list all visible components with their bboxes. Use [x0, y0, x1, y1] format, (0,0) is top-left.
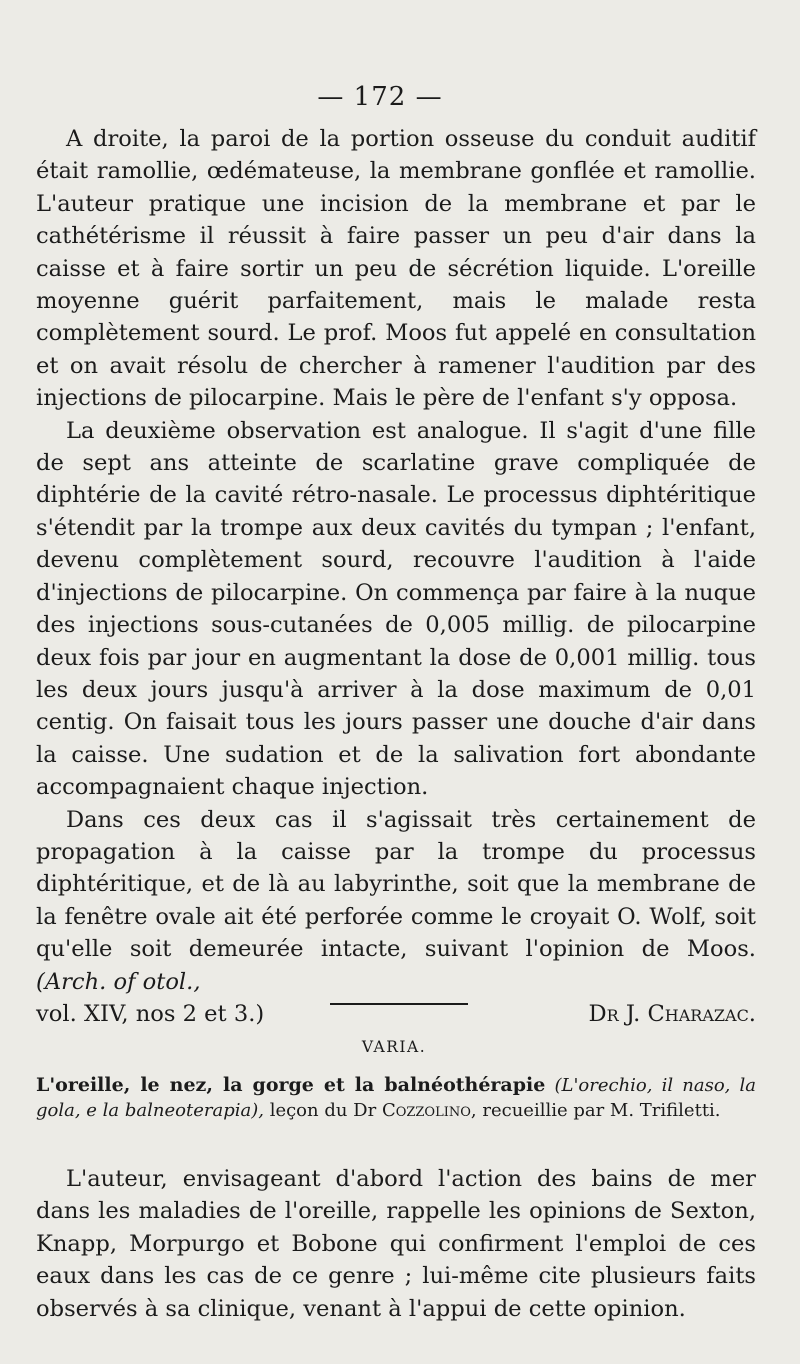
article-author: Dr J. Charazac. — [588, 1000, 756, 1027]
section-title: VARIA. — [361, 1038, 427, 1056]
main-text — [36, 123, 756, 1030]
entry-lecture-text: leçon du Dr — [269, 1100, 377, 1121]
paragraph-3 — [36, 804, 756, 998]
paragraph-3-text: Dans ces deux cas il s'agissait très certainement de propagation à la caisse par la trompe du processus diphtéritique, et de là au labyrinthe, soit que la membrane de la fenêtre ovale ait été perforée comme le croyait O. Wolf, soit qu'elle soit demeurée intacte, suivant l'opinion de Moos. — [36, 806, 756, 963]
citation-source: (Arch. of otol., — [36, 968, 201, 995]
page-number: — 172 — — [317, 82, 443, 112]
entry-paragraph: L'auteur, envisageant d'abord l'action des bains de mer dans les maladies de l'oreille, rappelle les opinions de Sexton, Knapp, Morpurgo et Bobone qui confirment l'emploi de ces eaux dans les cas de ce genre ; lui-même cite plusieurs faits observés à sa clinique, venant à l'appui de cette opinion. — [36, 1166, 756, 1322]
entry-lecturer: Cozzolino, — [381, 1100, 477, 1121]
section-divider — [330, 1003, 468, 1005]
paragraph-2: La deuxième observation est analogue. Il s'agit d'une fille de sept ans atteinte de scarlatine grave compliquée de diphtérie de la cavité rétro-nasale. Le processus diphtéritique s'étendit par la trompe aux deux cavités du tympan ; l'enfant, devenu complètement sourd, recouvre l'audition à l'aide d'injections de pilocarpine. On commença par faire à la nuque des injections sous-cutanées de 0,005 millig. de pilocarpine deux fois par jour en augmentant la dose de 0,001 millig. tous les deux jours jusqu'à arriver à la dose maximum de 0,01 centig. On faisait tous les jours passer une douche d'air dans la caisse. Une sudation et de la salivation fort abondante accompagnaient chaque injection. — [36, 417, 756, 801]
entry-text — [36, 1163, 756, 1325]
entry-collector: recueillie par M. Trifiletti. — [482, 1100, 721, 1121]
entry-heading — [36, 1073, 756, 1123]
paragraph-1: A droite, la paroi de la portion osseuse du conduit auditif était ramollie, œdémateuse, la membrane gonflée et ramollie. L'auteur pratique une incision de la membrane et par le cathétérisme il réussit à faire passer un peu d'air dans la caisse et à faire sortir un peu de sécrétion liquide. L'oreille moyenne guérit parfaitement, mais le malade resta complètement sourd. Le prof. Moos fut appelé en consultation et on avait résolu de chercher à ramener l'audition par des injections de pilocarpine. Mais le père de l'enfant s'y opposa. — [36, 126, 756, 412]
entry-title: L'oreille, le nez, la gorge et la balnéothérapie — [36, 1074, 546, 1096]
entry-title-original: (L'orechio, il naso, la gola, e la balneoterapia), — [36, 1075, 757, 1121]
citation-volume: vol. XIV, nos 2 et 3.) — [36, 1000, 265, 1027]
